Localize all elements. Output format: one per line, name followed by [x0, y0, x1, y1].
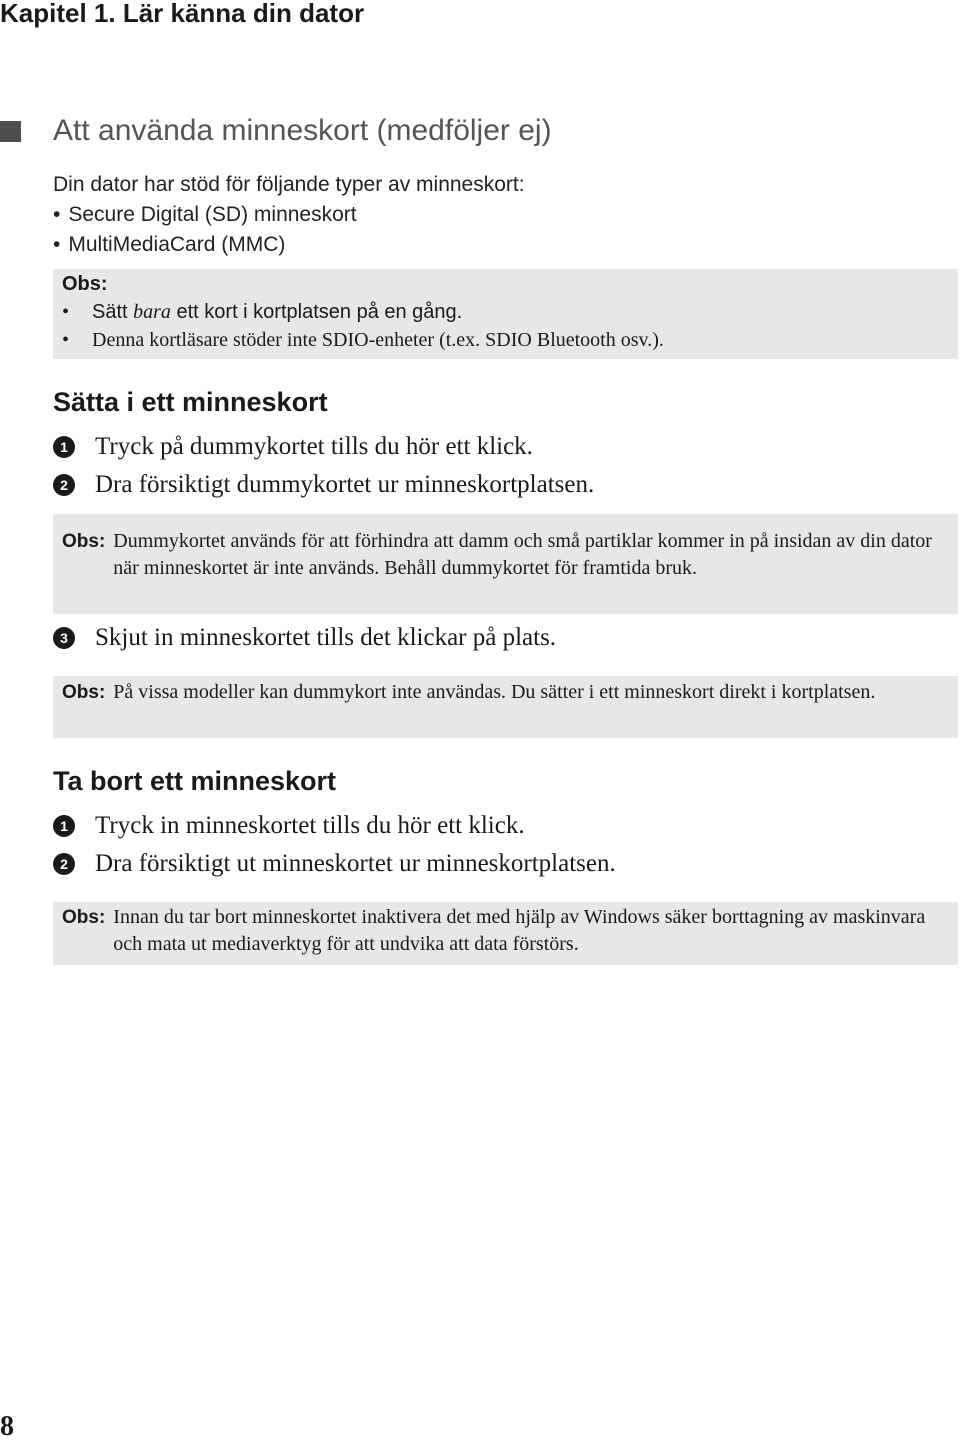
- page-number: 8: [0, 1411, 14, 1442]
- step-number-icon: 2: [53, 853, 75, 875]
- note-label: Obs:: [62, 682, 106, 703]
- note-text: Innan du tar bort minneskortet inaktivera det med hjälp av Windows säker borttagning av maskinvara och mata ut mediaverktyg för att undvika att data förstörs.: [113, 906, 926, 955]
- step-text: Skjut in minneskortet tills det klickar på plats.: [95, 624, 557, 651]
- step-number-icon: 1: [53, 436, 75, 458]
- step-text: Dra försiktigt ut minneskortet ur minneskortplatsen.: [95, 850, 616, 877]
- intro-text: Din dator har stöd för följande typer av minneskort:: [53, 173, 525, 196]
- step-text: Dra försiktigt dummykortet ur minneskortplatsen.: [95, 471, 595, 498]
- chapter-heading: Kapitel 1. Lär känna din dator: [0, 0, 365, 28]
- remove-heading: Ta bort ett minneskort: [53, 766, 337, 796]
- note-box: [53, 514, 958, 614]
- step-item: [53, 471, 594, 499]
- step-text: Tryck in minneskortet tills du hör ett klick.: [95, 812, 525, 839]
- step-text: Tryck på dummykortet tills du hör ett klick.: [95, 433, 533, 460]
- list-item: • MultiMediaCard (MMC): [53, 230, 525, 260]
- section-title: [0, 114, 552, 148]
- insert-heading: Sätta i ett minneskort: [53, 387, 328, 417]
- step-item: [53, 850, 616, 878]
- list-item: • Denna kortläsare stöder inte SDIO-enheter (t.ex. SDIO Bluetooth osv.).: [62, 329, 664, 351]
- card-type-list: [53, 200, 525, 260]
- note-box: [53, 902, 958, 965]
- note-label: Obs:: [62, 907, 106, 928]
- note-label: Obs:: [62, 273, 108, 295]
- note-text: På vissa modeller kan dummykort inte användas. Du sätter i ett minneskort direkt i kortplatsen.: [113, 681, 876, 703]
- step-number-icon: 2: [53, 474, 75, 496]
- note-box: [53, 269, 958, 359]
- step-number-icon: 3: [53, 627, 75, 649]
- square-bullet-icon: [0, 121, 21, 142]
- step-item: [53, 433, 533, 461]
- intro-block: [53, 170, 525, 260]
- section-title-text: Att använda minneskort (medföljer ej): [53, 114, 552, 147]
- list-item: • Secure Digital (SD) minneskort: [53, 200, 525, 230]
- note-label: Obs:: [62, 531, 106, 552]
- note-list: [62, 298, 949, 354]
- step-number-icon: 1: [53, 815, 75, 837]
- list-item: • Sätt bara ett kort i kortplatsen på en gång.: [62, 301, 463, 323]
- step-item: [53, 624, 556, 652]
- note-text: Dummykortet används för att förhindra att damm och små partiklar kommer in på insidan av din dator när minneskortet är inte används. Behåll dummykortet för framtida bruk.: [113, 530, 932, 579]
- step-item: [53, 812, 525, 840]
- note-box: [53, 676, 958, 738]
